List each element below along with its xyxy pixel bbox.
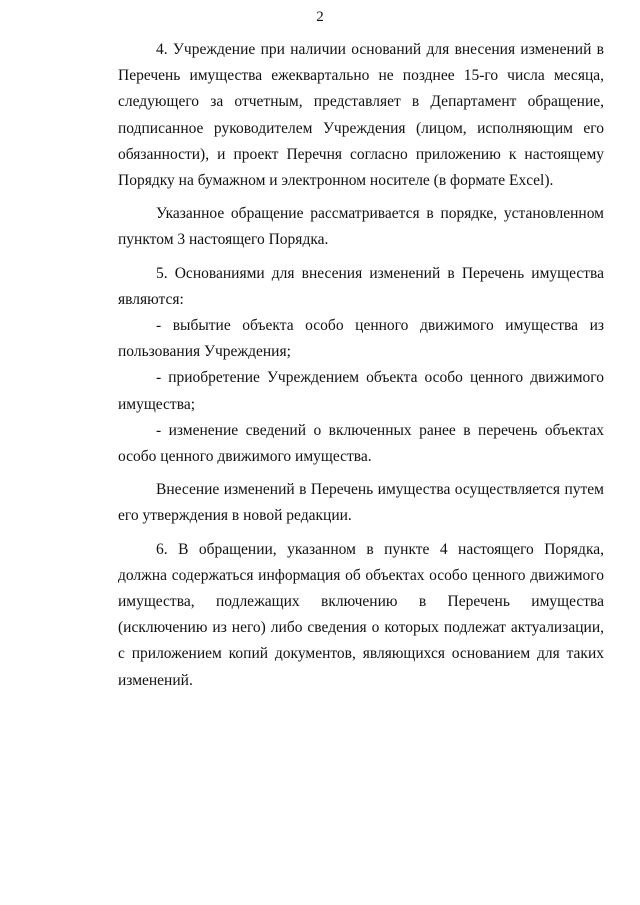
- list-item-data-change: - изменение сведений о включенных ранее в перечень объектах особо ценного движимого имущества.: [118, 421, 604, 466]
- list-item-acquisition: - приобретение Учреждением объекта особо ценного движимого имущества;: [118, 369, 604, 413]
- list-item-disposal: - выбытие объекта особо ценного движимого имущества из пользования Учреждения;: [118, 317, 604, 361]
- paragraph-approval-note: Внесение изменений в Перечень имущества осуществляется путем его утверждения в новой редакции.: [118, 481, 604, 525]
- document-body: [118, 37, 604, 694]
- paragraph-item-6: 6. В обращении, указанном в пункте 4 настоящего Порядка, должна содержаться информация об объектах особо ценного движимого имущества, подлежащих включению в Перечень имущества (исключению из него) либо сведения о которых подлежат актуализации, с приложением копий документов, являющихся основанием для таких изменений.: [118, 540, 604, 689]
- paragraph-review-note: Указанное обращение рассматривается в порядке, установленном пунктом 3 настоящего Порядка.: [118, 205, 604, 249]
- page-number: 2: [316, 9, 324, 25]
- paragraph-item-5: 5. Основаниями для внесения изменений в Перечень имущества являются:: [118, 264, 604, 308]
- paragraph-item-4: 4. Учреждение при наличии оснований для внесения изменений в Перечень имущества ежеквартально не позднее 15-го числа месяца, следующего за отчетным, представляет в Департамент обращение, подписанное руководителем Учреждения (лицом, исполняющим его обязанности), и проект Перечня согласно приложению к настоящему Порядку на бумажном и электронном носителе (в формате Excel).: [118, 41, 604, 190]
